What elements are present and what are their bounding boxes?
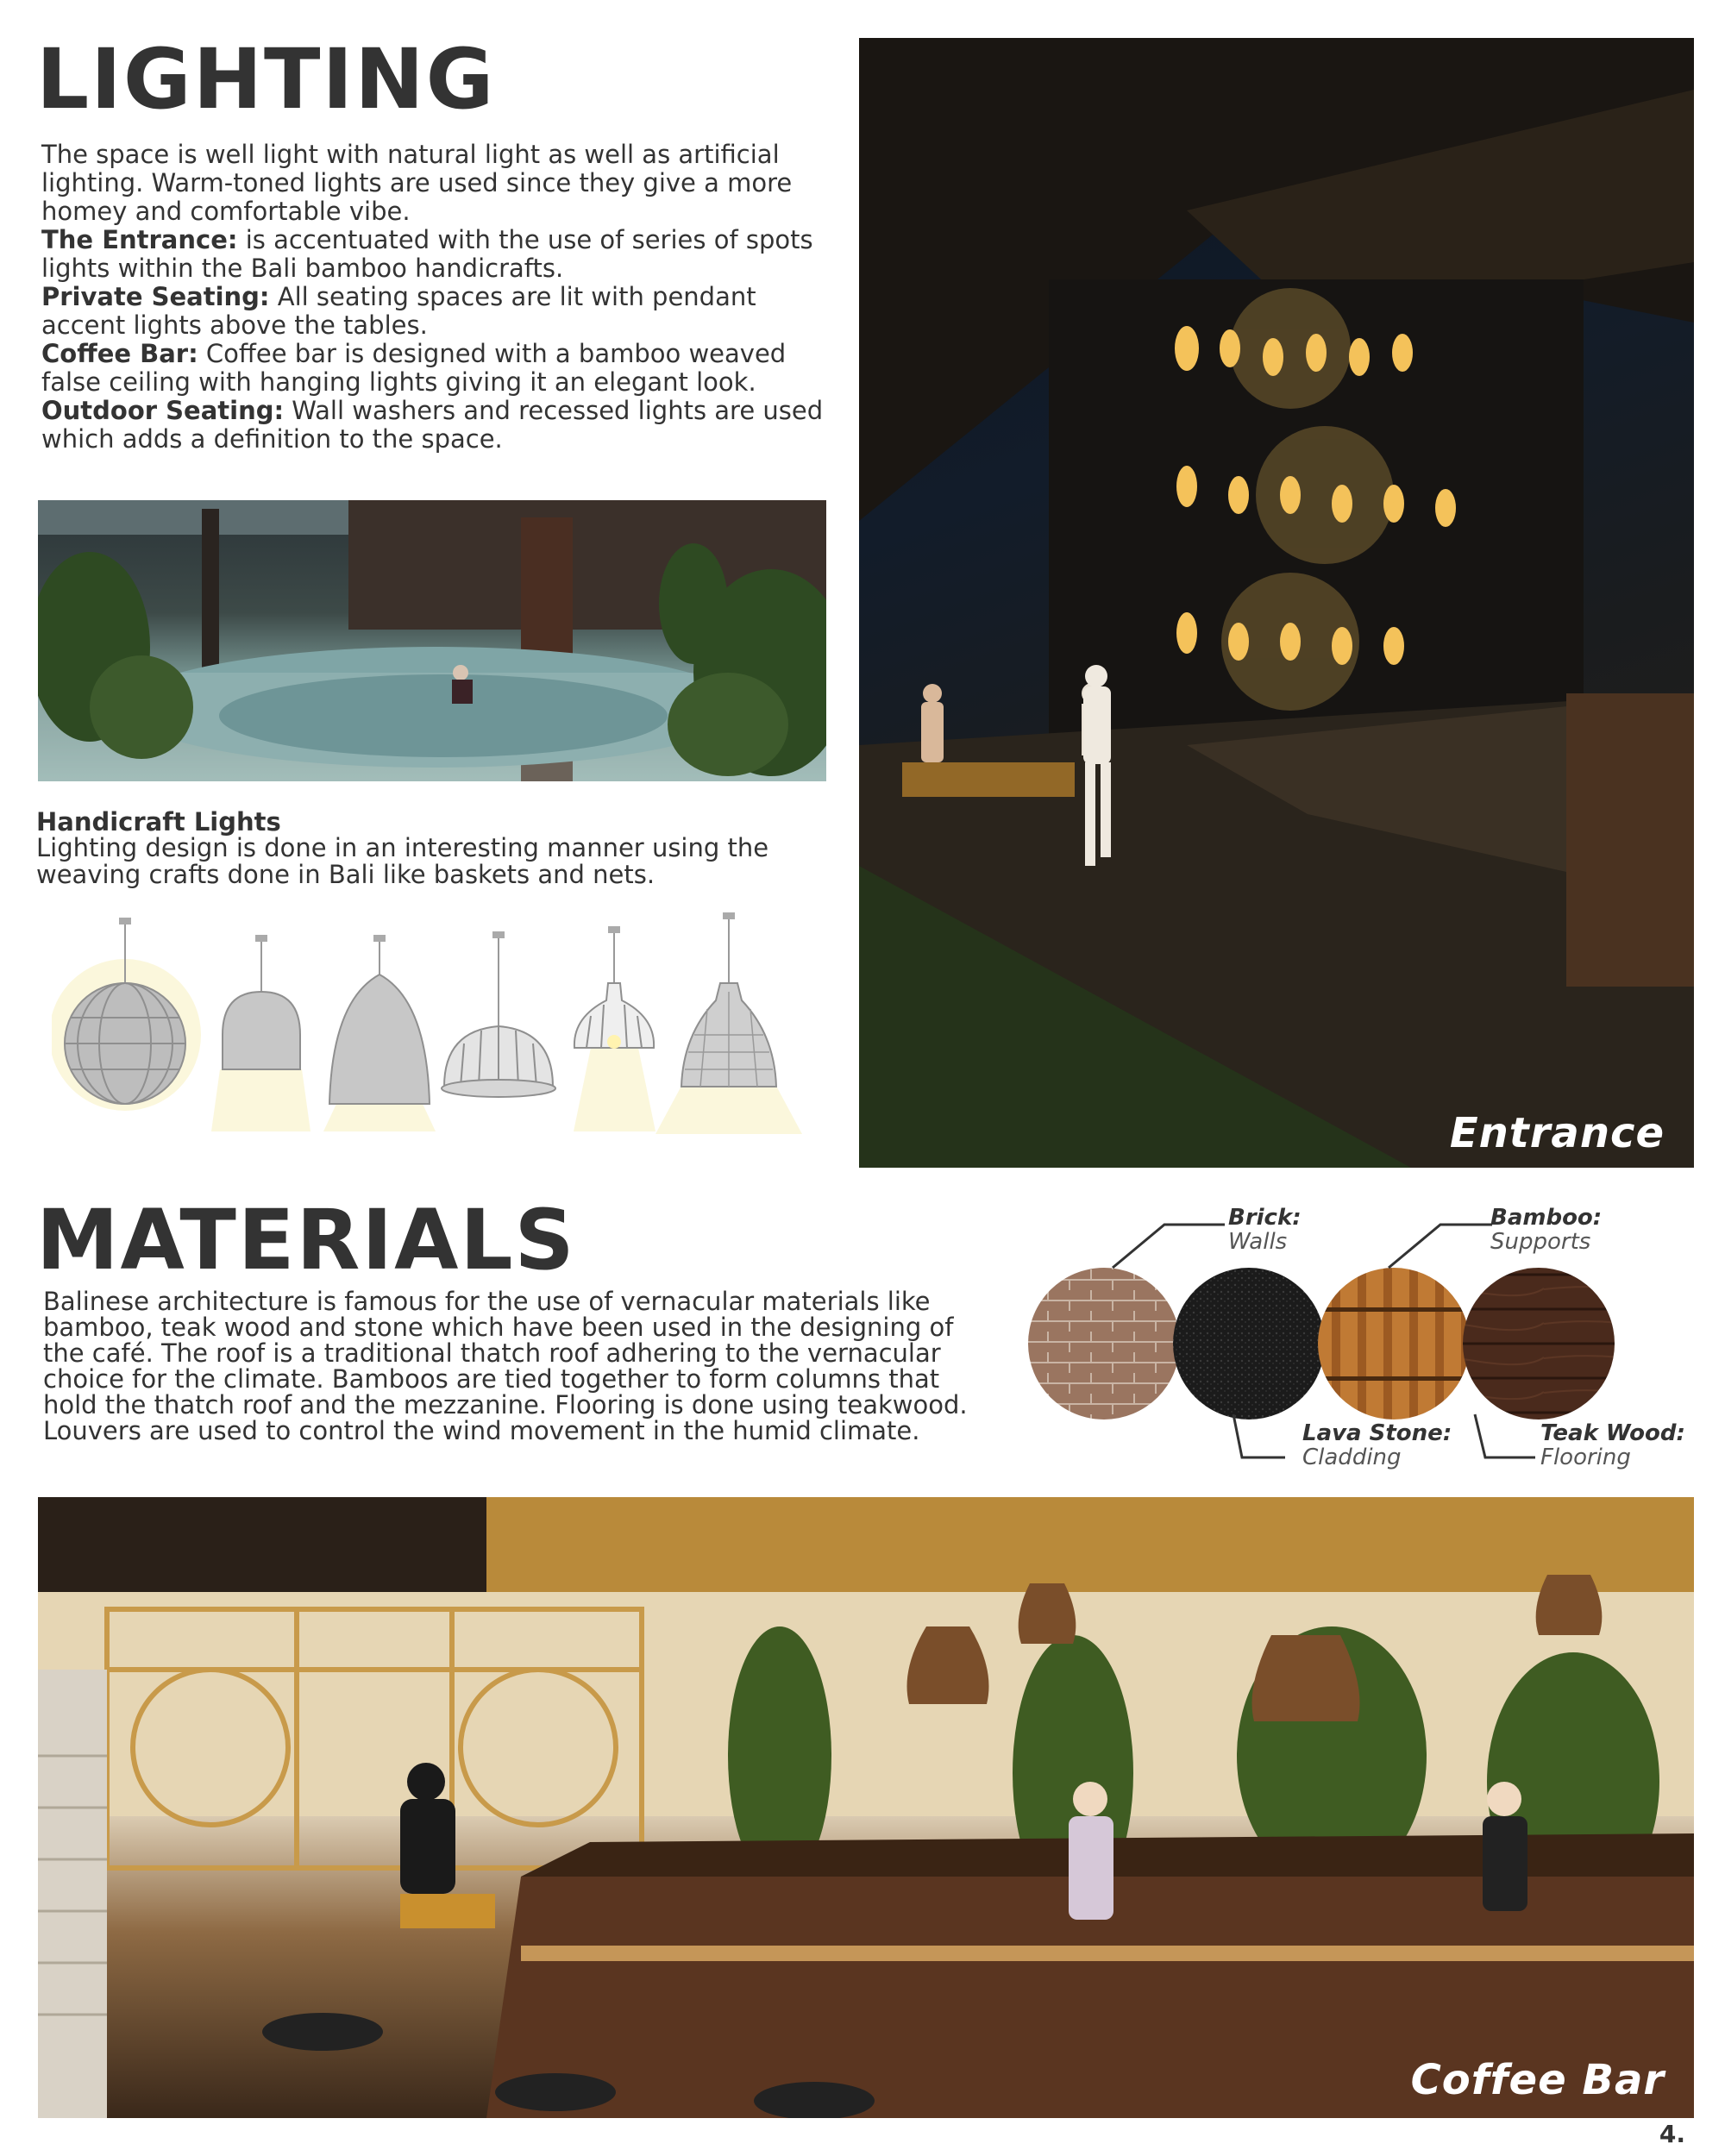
brick-label: Brick: Walls bbox=[1228, 1205, 1302, 1255]
entrance-render bbox=[859, 38, 1694, 1168]
entrance-caption: Entrance bbox=[1449, 1109, 1665, 1157]
materials-description: Balinese architecture is famous for the use of vernacular materials like bamboo, teak wood and stone which have been used in the designing of the café. The roof is a traditional thatch roof adhering to the vernacular choice for the climate. Bamboos are tied together to form columns that hold the thatch roof and the mezzanine. Flooring is done using teakwood. Louvers are used to control the wind movement in the humid climate. bbox=[43, 1287, 968, 1445]
entrance-illustration bbox=[859, 38, 1694, 1168]
private-seating-text: All seating spaces are lit with pendant accent lights above the tables. bbox=[41, 282, 756, 340]
coffee-bar-illustration bbox=[38, 1497, 1694, 2118]
coffee-bar-label: Coffee Bar: bbox=[41, 339, 198, 368]
coffee-bar-caption: Coffee Bar bbox=[1410, 2056, 1665, 2104]
bamboo-swatch bbox=[1318, 1268, 1470, 1420]
outdoor-seating-label: Outdoor Seating: bbox=[41, 396, 285, 425]
pendant-lamps-illustration bbox=[52, 906, 811, 1138]
woven-basket-pendant-icon bbox=[656, 912, 802, 1134]
handicraft-lights-text: Lighting design is done in an interesting manner using the weaving crafts done in Bali like baskets and nets. bbox=[36, 833, 769, 889]
brick-swatch bbox=[1028, 1268, 1180, 1420]
page-number: 4. bbox=[1659, 2120, 1685, 2148]
private-seating-label: Private Seating: bbox=[41, 282, 270, 311]
courtyard-illustration bbox=[38, 500, 826, 781]
teak-wood-label: Teak Wood: Flooring bbox=[1540, 1420, 1685, 1470]
lighting-title: LIGHTING bbox=[36, 31, 496, 128]
teak-wood-swatch bbox=[1463, 1268, 1615, 1420]
entrance-text: is accentuated with the use of series of spots lights within the Bali bamboo handicrafts. bbox=[41, 225, 813, 283]
cage-pendant-icon bbox=[574, 926, 656, 1131]
ribbed-dome-pendant-icon bbox=[442, 931, 555, 1097]
materials-title: MATERIALS bbox=[36, 1192, 576, 1288]
coffee-bar-text: Coffee bar is designed with a bamboo weaved false ceiling with hanging lights giving it an elegant look. bbox=[41, 339, 787, 397]
coffee-bar-render bbox=[38, 1497, 1694, 2118]
lava-stone-swatch bbox=[1173, 1268, 1325, 1420]
globe-pendant-icon bbox=[52, 918, 201, 1111]
bamboo-label: Bamboo: Supports bbox=[1490, 1205, 1603, 1255]
handicraft-lights-heading: Handicraft Lights bbox=[36, 807, 281, 837]
cylinder-pendant-icon bbox=[211, 935, 310, 1131]
lighting-intro: The space is well light with natural light as well as artificial lighting. Warm-toned lights are used since they give a more homey and comfortable vibe. bbox=[41, 140, 793, 226]
lighting-description bbox=[41, 141, 835, 454]
lava-stone-label: Lava Stone: Cladding bbox=[1302, 1420, 1452, 1470]
courtyard-pool-render bbox=[38, 500, 826, 781]
bell-pendant-icon bbox=[323, 935, 436, 1131]
outdoor-seating-text: Wall washers and recessed lights are used which adds a definition to the space. bbox=[41, 396, 824, 454]
entrance-label: The Entrance: bbox=[41, 225, 238, 254]
